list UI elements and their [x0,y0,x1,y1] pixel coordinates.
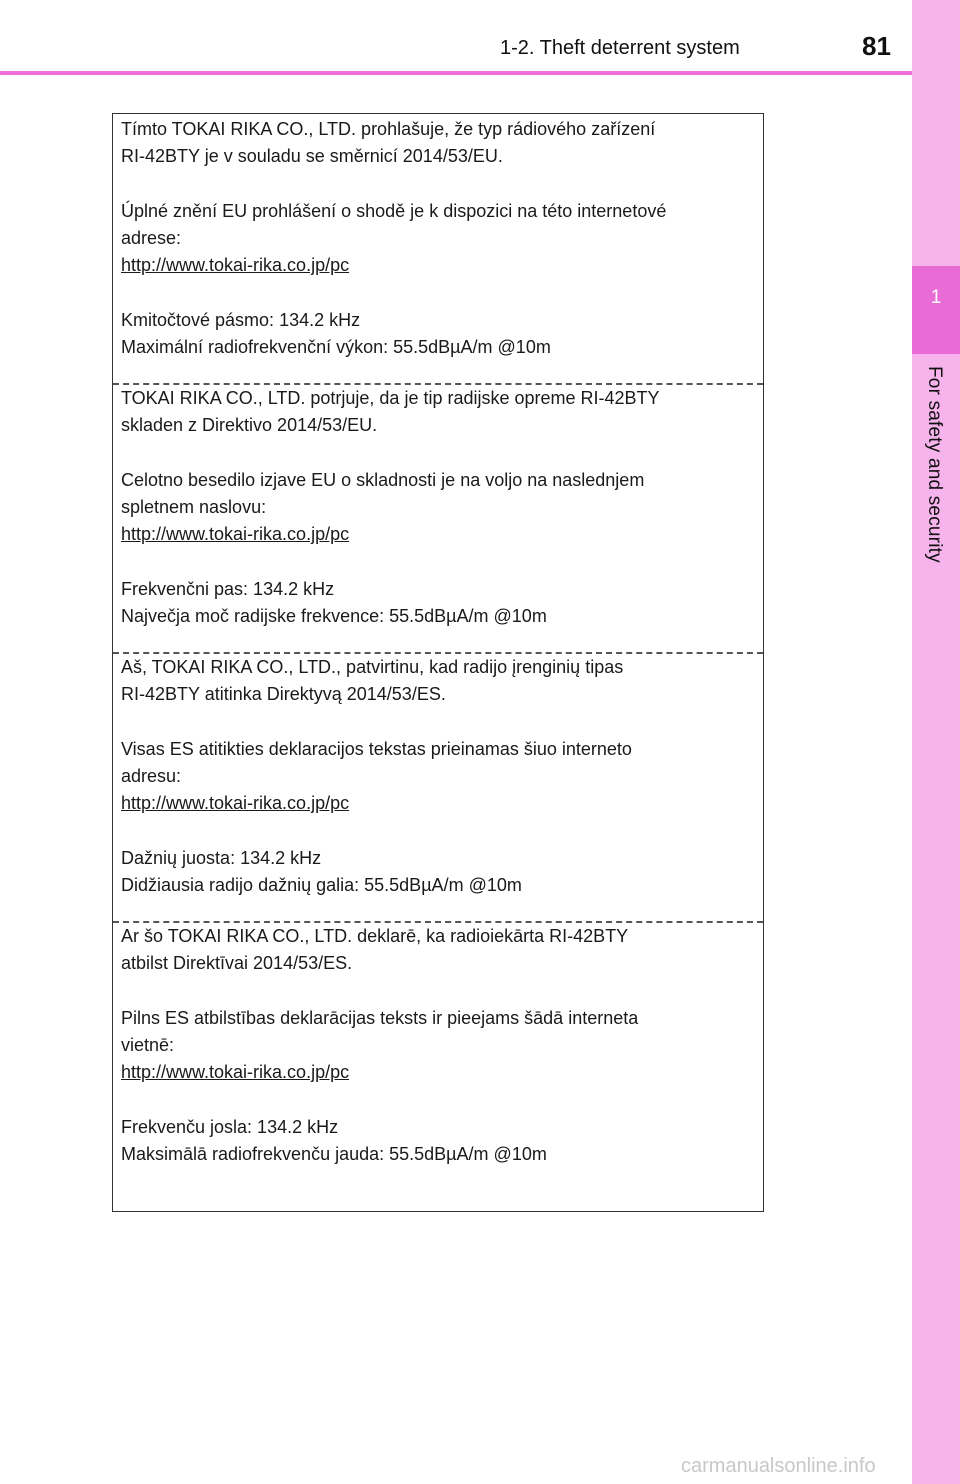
fulltext-line: spletnem naslovu: [121,497,267,517]
statement-line: Aš, TOKAI RIKA CO., LTD., patvirtinu, kad radijo įrenginių tipas [121,657,624,677]
fulltext-line: Pilns ES atbilstības deklarācijas teksts ir pieejams šādā interneta [121,1008,639,1028]
fulltext-line: adresu: [121,766,182,786]
frequency-band: Frekvenčni pas: 134.2 kHz [121,579,335,599]
statement-line: skladen z Direktivo 2014/53/EU. [121,415,378,435]
statement-line: RI-42BTY atitinka Direktyvą 2014/53/ES. [121,684,446,704]
page-number: 81 [862,31,891,61]
declaration-url-link[interactable]: http://www.tokai-rika.co.jp/pc [121,793,350,813]
chapter-number-box [912,266,960,354]
fulltext-line: vietnē: [121,1035,175,1055]
max-power: Največja moč radijske frekvence: 55.5dBµA/m @10m [121,606,547,626]
declaration-url-link[interactable]: http://www.tokai-rika.co.jp/pc [121,1062,350,1082]
declaration-url-link[interactable]: http://www.tokai-rika.co.jp/pc [121,255,350,275]
fulltext-line: Celotno besedilo izjave EU o skladnosti je na voljo na naslednjem [121,470,645,490]
statement-line: TOKAI RIKA CO., LTD. potrjuje, da je tip radijske opreme RI-42BTY [121,388,660,408]
frequency-band: Frekvenču josla: 134.2 kHz [121,1117,339,1137]
watermark: carmanualsonline.info [681,1455,876,1477]
chapter-title: For safety and security [924,366,945,563]
frequency-band: Dažnių juosta: 134.2 kHz [121,848,322,868]
max-power: Didžiausia radijo dažnių galia: 55.5dBµA/m @10m [121,875,522,895]
header-rule [0,71,912,75]
declaration-slovenian [113,383,763,630]
declaration-latvian [113,921,763,1168]
statement-line: Tímto TOKAI RIKA CO., LTD. prohlašuje, že typ rádiového zařízení [121,119,656,139]
statement-line: atbilst Direktīvai 2014/53/ES. [121,953,353,973]
max-power: Maximální radiofrekvenční výkon: 55.5dBµA/m @10m [121,337,551,357]
declaration-url-link[interactable]: http://www.tokai-rika.co.jp/pc [121,524,350,544]
statement-line: RI-42BTY je v souladu se směrnicí 2014/53/EU. [121,146,503,166]
fulltext-line: Úplné znění EU prohlášení o shodě je k dispozici na této internetové [121,201,667,221]
declaration-czech [113,116,763,361]
chapter-side-tab [912,0,960,1484]
declaration-box [112,113,764,1212]
statement-line: Ar šo TOKAI RIKA CO., LTD. deklarē, ka radioiekārta RI-42BTY [121,926,629,946]
max-power: Maksimālā radiofrekvenču jauda: 55.5dBµA/m @10m [121,1144,547,1164]
frequency-band: Kmitočtové pásmo: 134.2 kHz [121,310,361,330]
fulltext-line: Visas ES atitikties deklaracijos tekstas prieinamas šiuo interneto [121,739,632,759]
section-title: 1-2. Theft deterrent system [500,37,740,59]
fulltext-line: adrese: [121,228,182,248]
chapter-number: 1 [930,287,942,308]
declaration-lithuanian [113,652,763,899]
